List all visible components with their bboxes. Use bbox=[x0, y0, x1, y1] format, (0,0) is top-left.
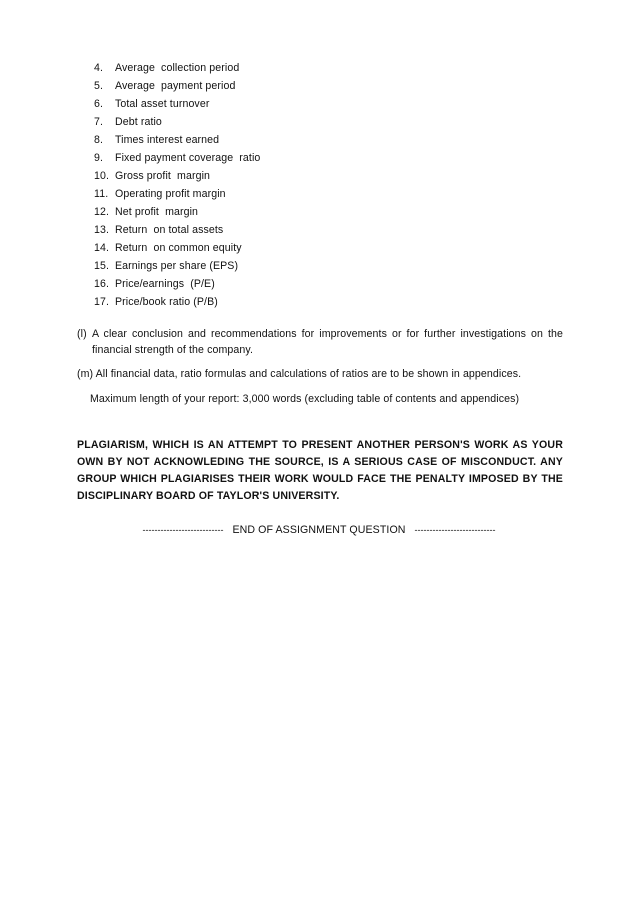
ratio-label: Average collection period bbox=[115, 62, 240, 74]
item-l-marker: (l) bbox=[77, 328, 87, 340]
ratio-number: 14. bbox=[94, 242, 110, 254]
ratio-item bbox=[94, 239, 260, 257]
end-dashes-right: --------------------------- bbox=[414, 525, 496, 535]
ratio-number: 4. bbox=[94, 62, 104, 74]
item-l-paragraph bbox=[77, 326, 563, 358]
ratio-number: 6. bbox=[94, 98, 104, 110]
ratio-item bbox=[94, 95, 260, 113]
ratio-label: Times interest earned bbox=[115, 134, 220, 146]
ratio-number: 11. bbox=[94, 188, 109, 200]
ratio-item bbox=[94, 185, 260, 203]
ratio-item bbox=[94, 149, 260, 167]
ratio-number: 15. bbox=[94, 260, 110, 272]
ratio-number: 12. bbox=[94, 206, 110, 218]
ratio-item bbox=[94, 221, 260, 239]
ratio-number: 13. bbox=[94, 224, 110, 236]
ratio-number: 16. bbox=[94, 278, 110, 290]
ratio-label: Average payment period bbox=[115, 80, 236, 92]
ratio-item bbox=[94, 275, 260, 293]
ratio-number: 9. bbox=[94, 152, 104, 164]
ratio-item bbox=[94, 293, 260, 311]
ratio-label: Gross profit margin bbox=[115, 170, 211, 182]
ratio-label: Return on common equity bbox=[115, 242, 242, 254]
end-dashes-left: --------------------------- bbox=[142, 525, 224, 535]
ratio-label: Fixed payment coverage ratio bbox=[115, 152, 261, 164]
ratio-number: 10. bbox=[94, 170, 110, 182]
ratio-number: 8. bbox=[94, 134, 104, 146]
ratio-label: Price/book ratio (P/B) bbox=[115, 296, 218, 308]
ratio-label: Debt ratio bbox=[115, 116, 162, 128]
end-of-assignment-line bbox=[0, 522, 638, 538]
ratio-item bbox=[94, 131, 260, 149]
max-length-note: Maximum length of your report: 3,000 words (excluding table of contents and appendices) bbox=[90, 393, 520, 405]
ratio-number: 7. bbox=[94, 116, 104, 128]
ratio-item bbox=[94, 77, 260, 95]
ratio-label: Net profit margin bbox=[115, 206, 199, 218]
ratio-label: Total asset turnover bbox=[115, 98, 210, 110]
ratio-number: 5. bbox=[94, 80, 104, 92]
item-l-text: A clear conclusion and recommendations for improvements or for further investigations on the financial strength of the company. bbox=[92, 328, 563, 356]
end-text: END OF ASSIGNMENT QUESTION bbox=[232, 524, 406, 536]
ratio-item bbox=[94, 257, 260, 275]
plagiarism-warning: PLAGIARISM, WHICH IS AN ATTEMPT TO PRESENT ANOTHER PERSON'S WORK AS YOUR OWN BY NOT ACKNOWLEDING THE SOURCE, IS A SERIOUS CASE OF MISCONDUCT. ANY GROUP WHICH PLAGIARISES THEIR WORK WOULD FACE THE PENALTY IMPOSED BY THE DISCIPLINARY BOARD OF TAYLOR'S UNIVERSITY. bbox=[77, 439, 563, 502]
ratio-label: Return on total assets bbox=[115, 224, 224, 236]
ratio-label: Earnings per share (EPS) bbox=[115, 260, 239, 272]
ratio-label: Operating profit margin bbox=[115, 188, 226, 200]
ratio-item bbox=[94, 113, 260, 131]
ratio-item bbox=[94, 203, 260, 221]
ratio-label: Price/earnings (P/E) bbox=[115, 278, 215, 290]
ratio-number: 17. bbox=[94, 296, 110, 308]
item-m-paragraph: (m) All financial data, ratio formulas and calculations of ratios are to be shown in appendices. bbox=[77, 368, 522, 380]
ratio-list bbox=[94, 59, 260, 311]
ratio-item bbox=[94, 59, 260, 77]
ratio-item bbox=[94, 167, 260, 185]
